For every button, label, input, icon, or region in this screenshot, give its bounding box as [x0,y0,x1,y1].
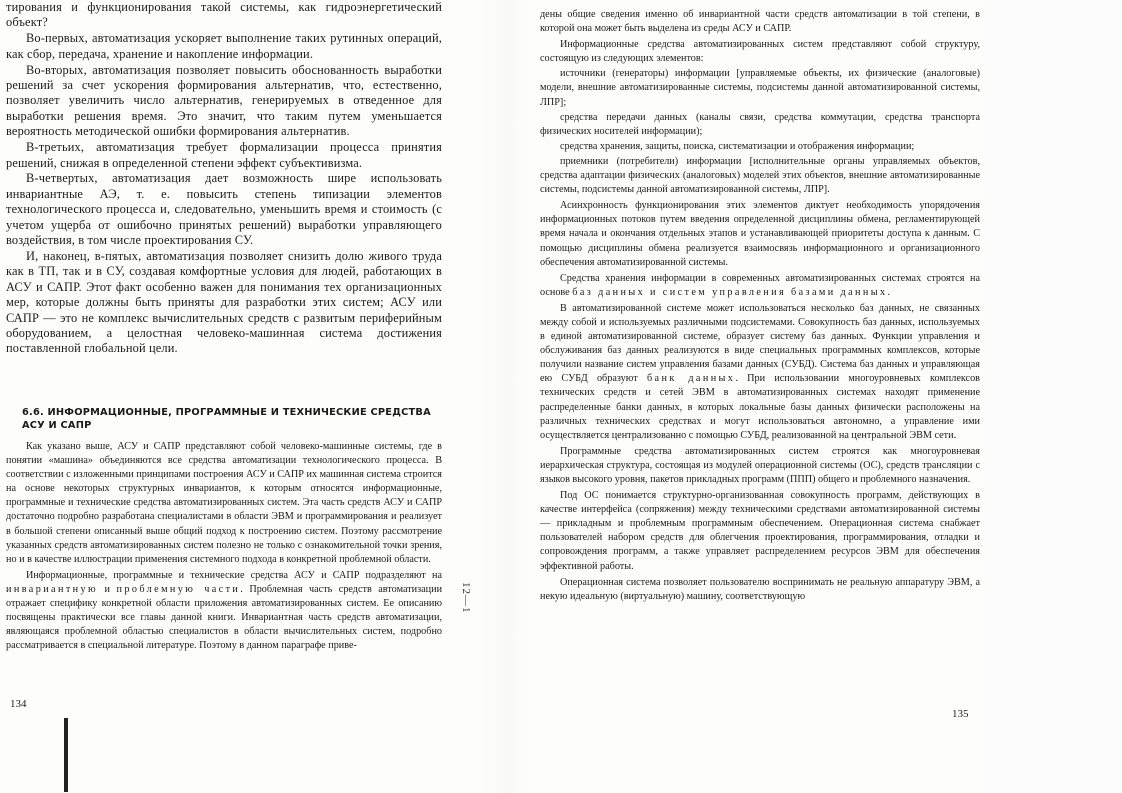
list-item: источники (генераторы) информации [управляемые объекты, их физические (аналоговые) модели, внешние автоматизированные системы, подсистемы данной автоматизированной системы, ЛПР]; [540,68,980,108]
page-number-left: 134 [10,698,27,710]
paragraph: Операционная система позволяет пользователю воспринимать не реальную аппаратуру ЭВМ, а некую идеальную (виртуальную) машину, соответствующую [540,576,980,602]
left-top-text [6,0,442,357]
binding-mark [64,718,68,792]
paragraph [540,302,980,443]
right-page [540,0,980,793]
book-gutter [480,0,530,793]
text-run: . Проблемная часть средств автоматизации отражает специфику конкретной области приложения автоматизированных систем. Ее описанию посвящены практически все главы данной книги. Инвариантная часть средств автоматизации, являющаяся проблемной областью специалистов в области вычислительных систем, подробно рассматривается в специальной литературе. Поэтому в данном параграфе приве- [6,583,442,652]
emphasized-term: банк данных [646,373,736,385]
list-item: приемники (потребители) информации [исполнительные органы управляемых объектов, средства адаптации физических (аналоговых) моделей этих объектов, внешние автоматизированные системы, подсистемы данной автоматизированной системы, ЛПР]. [540,155,980,196]
right-text [540,8,980,606]
paragraph: тирования и функционирования такой системы, как гидроэнергетический объект? [6,0,442,30]
emphasized-term: проблемную части [116,583,241,595]
list-item: средства передачи данных (каналы связи, средства коммутации, средства транспорта физических носителей информации); [540,111,980,137]
paragraph: Под ОС понимается структурно-организованная совокупность программ, действующих в качестве интерфейса (сопряжения) между техническими средствами автоматизированной системы — прикладным и проблемным программным обеспечением. Операционная система снабжает пользователей набором средств для облегчения проектирования, программирования, отладки и сопровождения программ, а также управляет распределением ресурсов ЭВМ для обеспечения эффективной работы. [540,490,980,572]
text-run: Средства хранения информации в современных автоматизированных системах строятся на основе [540,272,980,298]
left-bottom-text [6,440,442,655]
emphasized-term: баз данных и систем управления базами данных [572,286,888,298]
paragraph: Во-вторых, автоматизация позволяет повысить обоснованность выработки решений за счет ускорения формирования альтернатив, что, естественно, позволяет увеличить число альтернатив, генерируемых в отведенное для выработки решения время. Это значит, что таким путем уменьшается вероятность методической ошибки формирования альтернатив. [6,62,442,139]
text-run: . При использовании многоуровневых комплексов технических средств и сетей ЭВМ в автоматизированных системах находят применение распределенные банки данных, в которых локальные базы данных физически расположены на различных технических средствах и могут использоваться автономно, а управление ими осуществляется централизованно с помощью СУБД, реализованной на центральной ЭВМ сети. [540,373,980,441]
paragraph [540,272,980,300]
paragraph: Асинхронность функционирования этих элементов диктует необходимость упорядочения информационных потоков путем введения определенной дисциплины обмена, регламентирующей время начала и окончания отдельных этапов и устанавливающей приоритеты доступа к данным. С помощью дисциплины обмена реализуется взаимосвязь информационного и организационного обеспечения автоматизированной системы. [540,200,980,268]
paragraph: дены общие сведения именно об инвариантной части средств автоматизации в той степени, в которой она может быть выделена из среды АСУ и САПР. [540,9,980,35]
text-run: В автоматизированной системе может использоваться несколько баз данных, не связанных между собой и используемых различными подсистемами. Совокупность баз данных, используемых в единой автоматизированной системе, образует систему баз данных. Функции управления и обслуживания баз данных реализуются в виде специальных программных комплексов, которые получили название систем управления базами данных (СУБД). Система баз данных и управляющая ею СУБД образуют [540,302,980,385]
page-number-right: 135 [952,708,969,720]
paragraph: В-третьих, автоматизация требует формализации процесса принятия решений, снижая в определенной степени эффект субъективизма. [6,140,442,170]
left-page [6,0,442,793]
text-run: . [887,286,891,298]
signature-mark: 12—1 [460,582,472,614]
bleed-through-margin [985,0,1122,793]
emphasized-term: инвариантную [6,583,99,595]
paragraph: Как указано выше, АСУ и САПР представляют собой человеко-машинные системы, где в понятии «машина» объединяются все средства автоматизации технологического процесса. В соответствии с изложенными принципами построения АСУ и САПР их машинная система строится на основе некоторых структурных инвариантов, к которым относятся информационные, программные и технические средства автоматизированных систем. Эта часть средств АСУ и САПР достаточно подробно разработана специалистами в области ЭВМ и программирования и реализует в большой степени описанный выше общий подход к построению систем. Поэтому рассмотрение указанных средств автоматизированных систем полезно не только с ознакомительной точки зрения, но и в качестве иллюстрации применения системного подхода в конкретной проблемной области. [6,441,442,565]
paragraph: Во-первых, автоматизация ускоряет выполнение таких рутинных операций, как сбор, передача, хранение и накопление информации. [6,31,442,61]
section-heading: 6.6. ИНФОРМАЦИОННЫЕ, ПРОГРАММНЫЕ И ТЕХНИЧЕСКИЕ СРЕДСТВА АСУ И САПР [22,407,431,431]
text-run: и [98,583,117,595]
paragraph [6,569,442,654]
text-run: Информационные, программные и технические средства АСУ и САПР подразделяют на [26,569,442,581]
list-item: средства хранения, защиты, поиска, систематизации и отображения информации; [560,140,915,152]
paragraph: Информационные средства автоматизированных систем представляют собой структуру, состоящую из следующих элементов: [540,39,980,65]
paragraph: Программные средства автоматизированных систем строятся как многоуровневая иерархическая структура, состоящая из модулей операционной системы (ОС), средств трансляции с языков высокого уровня, пакетов прикладных программ (ППП) общего и проблемного назначения. [540,445,980,485]
paragraph: В-четвертых, автоматизация дает возможность шире использовать инвариантные АЭ, т. е. повысить степень типизации элементов технологического процесса и, следовательно, уменьшить время и стоимость (с учетом ущерба от ошибочно принятых решений) выработки управляющего воздействия, в том числе проектирования СУ. [6,171,442,248]
paragraph: И, наконец, в-пятых, автоматизация позволяет снизить долю живого труда как в ТП, так и в СУ, создавая комфортные условия для людей, работающих в АСУ и САПР. Этот факт особенно важен для понимания тех организационных мер, которые должны быть приняты для разработки этих систем; АСУ или САПР — это не комплекс вычислительных средств с развитым периферийным оборудованием, а целостная человеко-машинная система достижения поставленной глобальной цели. [6,249,442,356]
